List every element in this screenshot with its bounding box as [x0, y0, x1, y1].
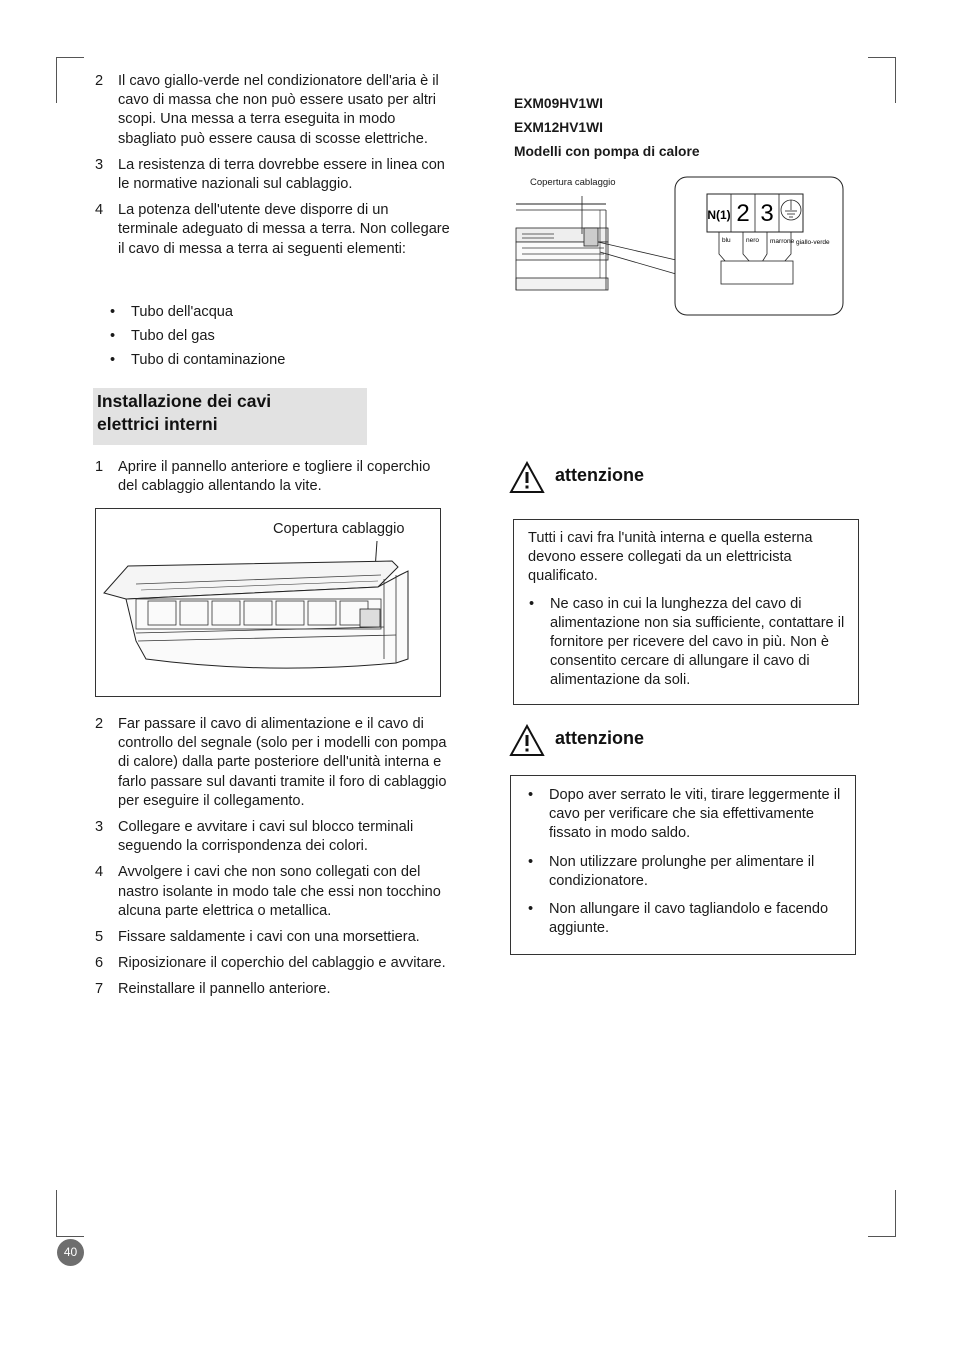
warning-triangle-icon	[509, 724, 545, 757]
warning-intro: Tutti i cavi fra l'unità interna e quella esterna devono essere collegati da un elettricista qualificato.	[528, 530, 813, 585]
item-number: 5	[95, 929, 104, 946]
item-text: Aprire il pannello anteriore e togliere il coperchio del cablaggio allentando la vite.	[118, 459, 431, 495]
item-number: 2	[95, 73, 104, 89]
item-text: La resistenza di terra dovrebbe essere in linea con le normative nazionali sul cablaggio.	[118, 156, 445, 193]
warning-triangle-icon	[509, 461, 545, 494]
wiring-drawing	[514, 174, 850, 320]
bullet-item: • Tubo del gas	[109, 327, 409, 346]
item-number: 7	[95, 981, 104, 998]
wiring-diagram	[514, 174, 850, 320]
item-text: Avvolgere i cavi che non sono collegati con del nastro isolante in modo tale che essi non tocchino alcuna parte elettrica o metallica.	[118, 864, 441, 919]
terminal-n1: N(1)	[707, 208, 731, 222]
item-text: Reinstallare il pannello anteriore.	[118, 981, 331, 998]
section-title-line1: Installazione dei cavi	[97, 391, 272, 411]
warning-box-1	[513, 519, 859, 705]
bullet-item: • Ne caso in cui la lunghezza del cavo di alimentazione non sia sufficiente, contattare il fornitore per ricevere del cavo in più. Non è consentito cercare di allungare il cavo di alimentazione da soli.	[528, 595, 846, 691]
bullet-item: • Tubo di contaminazione	[109, 351, 409, 370]
crop-mark-top-right-v	[895, 57, 896, 103]
item-number: 6	[95, 955, 104, 972]
crop-mark-bottom-left-v	[56, 1190, 57, 1236]
section-title	[93, 388, 367, 445]
wire-label-marrone: marrone	[770, 238, 795, 245]
figure-label: Copertura cablaggio	[273, 521, 405, 537]
warning-title-2: attenzione	[555, 728, 645, 748]
indoor-unit-drawing	[96, 509, 440, 696]
bullet-item: • Dopo aver serrato le viti, tirare leggermente il cavo per verificare che sia effettivamente fissato in modo saldo.	[527, 786, 843, 844]
crop-mark-top-left-v	[56, 57, 57, 103]
list-item	[95, 72, 451, 149]
warning-box-2	[510, 775, 856, 955]
item-text: Far passare il cavo di alimentazione e il cavo di controllo del segnale (solo per i modelli con pompa di calore) dalla parte posteriore dell'unità interna e farlo passare sul davanti tramite il foro di cablaggio per eseguire il collegamento.	[118, 716, 447, 809]
step1-list	[95, 458, 451, 503]
list-item	[95, 201, 451, 259]
crop-mark-top-left-h	[56, 57, 84, 58]
item-text: Il cavo giallo-verde nel condizionatore dell'aria è il cavo di massa che non può essere usato per altri scopi. Una messa a terra eseguita in modo sbagliato può essere causa di scosse elettriche.	[118, 73, 439, 147]
section-title-line2: elettrici interni	[97, 414, 218, 434]
indoor-unit-figure	[95, 508, 441, 697]
crop-mark-bottom-left-h	[56, 1236, 84, 1237]
list-item	[95, 715, 451, 811]
cover-label: Copertura cablaggio	[530, 177, 616, 188]
list-item	[95, 928, 451, 947]
wire-label-nero: nero	[746, 237, 760, 244]
list-item	[95, 863, 451, 921]
item-number: 1	[95, 459, 104, 475]
list-item	[95, 458, 451, 496]
steps-list	[95, 715, 451, 1007]
item-number: 4	[95, 864, 104, 881]
bullet-item: • Non allungare il cavo tagliandolo e facendo aggiunte.	[527, 900, 843, 938]
bullet-item: • Tubo dell'acqua	[109, 303, 409, 322]
crop-mark-bottom-right-v	[895, 1190, 896, 1236]
terminal-2: 2	[736, 200, 750, 227]
warning-title-1: attenzione	[555, 465, 645, 485]
crop-mark-top-right-h	[868, 57, 896, 58]
ground-bullet-list	[109, 303, 409, 376]
bullet-item: • Non utilizzare prolunghe per alimentare il condizionatore.	[527, 853, 843, 891]
wire-label-giallo-verde: giallo-verde	[796, 239, 830, 246]
item-text: Riposizionare il coperchio del cablaggio e avvitare.	[118, 955, 446, 972]
terminal-3: 3	[760, 200, 774, 227]
wire-label-blu: blu	[722, 237, 731, 244]
model-code-2: EXM12HV1WI	[514, 120, 603, 135]
grounding-list	[95, 72, 451, 266]
list-item	[95, 980, 451, 999]
item-text: La potenza dell'utente deve disporre di un terminale adeguato di messa a terra. Non collegare il cavo di messa a terra ai seguenti elementi:	[118, 202, 450, 257]
page-number: 40	[57, 1239, 84, 1266]
item-number: 4	[95, 202, 104, 219]
item-number: 3	[95, 156, 104, 173]
model-note: Modelli con pompa di calore	[514, 144, 700, 159]
item-text: Collegare e avvitare i cavi sul blocco terminali seguendo la corrispondenza dei colori.	[118, 819, 414, 855]
model-code-1: EXM09HV1WI	[514, 96, 603, 111]
list-item	[95, 156, 451, 194]
list-item	[95, 818, 451, 856]
item-number: 3	[95, 819, 104, 836]
list-item	[95, 954, 451, 973]
crop-mark-bottom-right-h	[868, 1236, 896, 1237]
item-text: Fissare saldamente i cavi con una morsettiera.	[118, 929, 420, 946]
item-number: 2	[95, 716, 104, 732]
